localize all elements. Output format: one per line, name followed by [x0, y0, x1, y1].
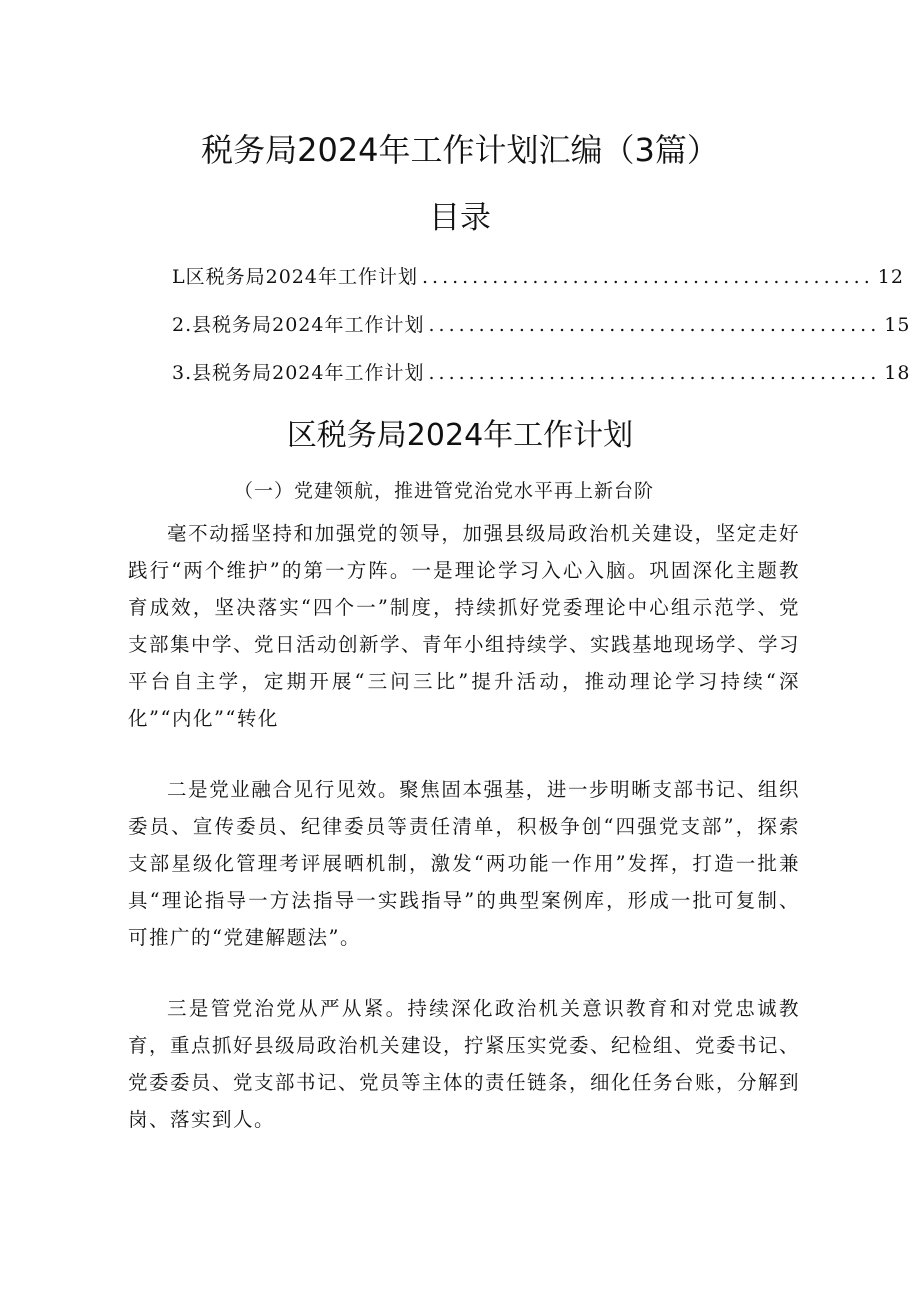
toc-entry-text: L区税务局2024年工作计划	[172, 266, 418, 288]
toc-entry-page: 15	[884, 314, 911, 336]
toc-entry[interactable]	[172, 262, 904, 310]
toc-entry[interactable]	[172, 358, 911, 406]
document-title: 税务局2024年工作计划汇编（3篇）	[201, 131, 719, 169]
toc-leader-dots: .............................................	[428, 314, 881, 336]
toc-entry-page: 18	[884, 362, 911, 384]
body-paragraph: 三是管党治党从严从紧。持续深化政治机关意识教育和对党忠诚教育，重点抓好县级局政治机关建设，拧紧压实党委、纪检组、党委书记、党委委员、党支部书记、党员等主体的责任链条，细化任务台账，分解到岗、落实到人。	[128, 997, 801, 1131]
toc-leader-dots: .............................................	[428, 362, 881, 384]
table-of-contents	[172, 262, 911, 406]
body-paragraph: 毫不动摇坚持和加强党的领导，加强县级局政治机关建设，坚定走好践行“两个维护”的第一方阵。一是理论学习入心入脑。巩固深化主题教育成效，坚决落实“四个一”制度，持续抓好党委理论中心组示范学、党支部集中学、党日活动创新学、青年小组持续学、实践基地现场学、学习平台自主学，定期开展“三问三比”提升活动，推动理论学习持续“深化”“内化”“转化	[128, 522, 801, 730]
toc-entry-text: 2.县税务局2024年工作计划	[172, 314, 425, 336]
toc-title: 目录	[429, 200, 491, 236]
body-paragraph: 二是党业融合见行见效。聚焦固本强基，进一步明晰支部书记、组织委员、宣传委员、纪律委员等责任清单，积极争创“四强党支部”，探索支部星级化管理考评展晒机制，激发“两功能一作用”发挥，打造一批兼具“理论指导一方法指导一实践指导”的典型案例库，形成一批可复制、可推广的“党建解题法”。	[128, 778, 800, 949]
section-title: 区税务局2024年工作计划	[286, 418, 634, 453]
section-subheading: （一）党建领航，推进管党治党水平再上新台阶	[234, 480, 655, 502]
toc-entry-page: 12	[877, 266, 904, 288]
toc-entry[interactable]	[172, 310, 911, 358]
toc-entry-text: 3.县税务局2024年工作计划	[172, 362, 425, 384]
toc-leader-dots: .............................................	[421, 266, 874, 288]
